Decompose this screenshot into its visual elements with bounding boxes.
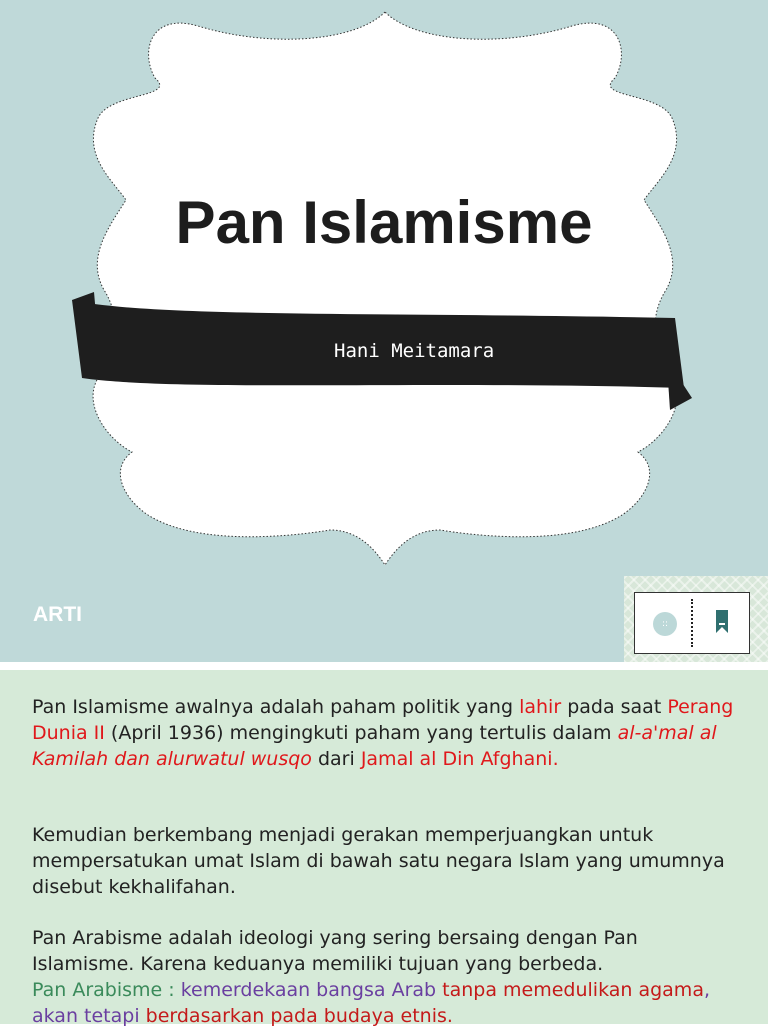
text-run: dari (311, 748, 361, 770)
section-label: ARTI (33, 603, 82, 626)
paragraph-origin (32, 694, 737, 772)
slide-title: Pan Islamisme (175, 189, 593, 256)
content-slide (0, 670, 768, 1027)
text-run: Pan Arabisme adalah ideologi yang sering bersaing dengan Pan Islamisme. Karena keduanya memiliki tujuan yang berbeda. (32, 927, 638, 975)
highlight-afghani: Jamal al Din Afghani (360, 748, 553, 770)
highlight-book-title: al-a'mal al Kamilah dan alurwatul wusqo (32, 722, 717, 770)
highlight-lahir: lahir (519, 696, 562, 718)
highlight-tanpa-agama: tanpa memedulikan agama (436, 979, 704, 1001)
text-run: pada saat (561, 696, 668, 718)
highlight-perang-dunia: Perang Dunia II (32, 696, 734, 744)
frame-border (93, 12, 677, 565)
label-pan-arabisme: Pan Arabisme : (32, 979, 181, 1001)
highlight-kemerdekaan: kemerdekaan bangsa Arab (180, 979, 437, 1001)
dots-circle-icon[interactable]: :: (653, 612, 677, 636)
highlight-akan-tetapi: , akan tetapi (32, 979, 711, 1027)
bookmark-icon[interactable] (715, 609, 729, 635)
slide-separator (0, 662, 768, 670)
highlight-budaya-etnis: berdasarkan pada budaya etnis. (139, 1005, 453, 1027)
paragraph-development: Kemudian berkembang menjadi gerakan memperjuangkan untuk mempersatukan umat Islam di bawah satu negara Islam yang umumnya disebut kekhalifahan. (32, 824, 725, 898)
text-run: (April 1936) mengingkuti paham yang tertulis dalam (104, 722, 618, 744)
text-run: Pan Islamisme awalnya adalah paham politik yang (32, 696, 520, 718)
paragraph-pan-arabisme (32, 925, 737, 1029)
widget-divider (691, 599, 693, 647)
text-run: . (552, 748, 559, 770)
slide-widget[interactable] (634, 592, 750, 654)
author-name: Hani Meitamara (334, 340, 495, 362)
